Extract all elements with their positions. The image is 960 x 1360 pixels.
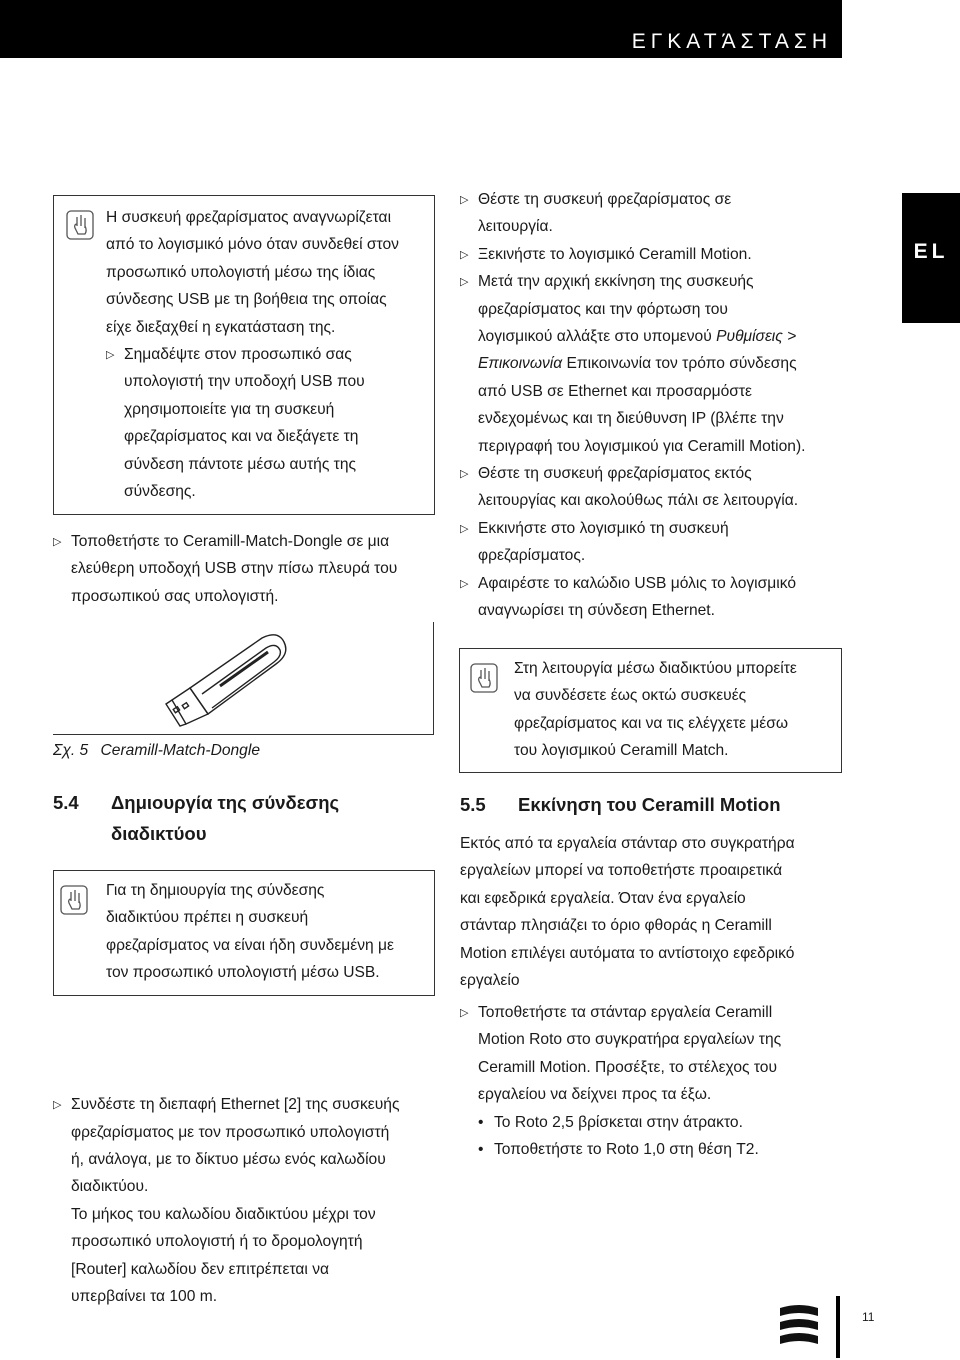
step-power-on <box>460 186 880 241</box>
step-text: λογισμικού αλλάξτε στο υπομενού <box>478 328 717 346</box>
step-line: ή, ανάλογα, με το δίκτυο μέσω ενός καλωδίου <box>71 1151 386 1169</box>
section-number: 5.4 <box>53 792 79 813</box>
note-step-line: υπολογιστή την υποδοχή USB που <box>124 373 365 391</box>
note-step-line: σύνδεση πάντοτε μέσω αυτής της <box>124 455 357 473</box>
step-line: φρεζαρίσματος με τον προσωπικό υπολογιστή <box>71 1123 390 1141</box>
step-line: Ξεκινήστε το λογισμικό Ceramill Motion. <box>478 245 752 263</box>
bullet-icon: • <box>478 1113 484 1131</box>
step-line: Αφαιρέστε το καλώδιο USB μόλις το λογισμικό <box>478 574 796 592</box>
bullet-item <box>478 1136 880 1163</box>
step-triangle-icon: ▷ <box>460 248 469 261</box>
tools-intro <box>460 830 880 994</box>
step-line: Τοποθετήστε τα στάνταρ εργαλεία Ceramill <box>478 1004 773 1021</box>
step-line: λειτουργίας και ακολούθως πάλι σε λειτουργία. <box>478 492 799 510</box>
step-triangle-icon: ▷ <box>460 1007 469 1019</box>
step-line: ελεύθερη υποδοχή USB στην πίσω πλευρά του <box>71 560 398 578</box>
step-triangle-icon: ▷ <box>53 1099 62 1112</box>
step-start-device-in-software <box>460 515 880 570</box>
step-triangle-icon: ▷ <box>460 468 469 481</box>
info-hand-icon <box>66 210 94 240</box>
tools-step-block <box>460 999 880 1163</box>
note-line: φρεζαρίσματος και να τις ελέγχετε μέσω <box>514 714 789 732</box>
note-line: του λογισμικού Ceramill Match. <box>514 742 729 760</box>
step-triangle-icon: ▷ <box>460 276 469 289</box>
note-line: φρεζαρίσματος να είναι ήδη συνδεμένη με <box>106 936 394 954</box>
header-bar <box>0 0 842 58</box>
section-title-line: Δημιουργία της σύνδεσης <box>111 792 340 813</box>
step-restart-device <box>460 460 880 515</box>
note-line: σύνδεσης USB με τη βοήθεια της οποίας <box>106 291 387 309</box>
section-title: Εκκίνηση του Ceramill Motion <box>518 794 781 815</box>
note-step-line: χρησιμοποιείτε για τη συσκευή <box>124 400 335 418</box>
step-line: προσωπικού σας υπολογιστή. <box>71 587 279 605</box>
page-number: 11 <box>862 1310 875 1324</box>
paragraph-line: Εκτός από τα εργαλεία στάνταρ στο συγκρατήρα <box>460 835 795 852</box>
step-line: ενδεχομένως και τη διεύθυνση IP (βλέπε την <box>478 410 784 428</box>
paragraph-line: εργαλείο <box>460 972 520 990</box>
step-line: εργαλείου να δείχνει προς τα έξω. <box>478 1086 712 1104</box>
section-number: 5.5 <box>460 794 486 815</box>
language-tab: EL <box>902 193 960 323</box>
step-line: Τοποθετήστε το Ceramill-Match-Dongle σε μια <box>71 533 390 550</box>
right-steps <box>460 186 880 625</box>
step-insert-dongle <box>53 528 461 610</box>
menu-path-communication: Επικοινωνία <box>478 355 563 373</box>
step-triangle-icon: ▷ <box>106 349 115 362</box>
info-note-usb <box>53 195 435 515</box>
info-hand-icon <box>470 663 498 693</box>
note-step <box>106 341 431 505</box>
usb-dongle-illustration <box>150 628 300 728</box>
step-triangle-icon: ▷ <box>460 522 469 535</box>
step-triangle-icon: ▷ <box>53 536 62 548</box>
paragraph-line: εργαλείων μπορεί να τοποθετήστε προαιρετικά <box>460 862 783 880</box>
step-line: λειτουργία. <box>478 218 553 236</box>
step-line: Θέστε τη συσκευή φρεζαρίσματος σε <box>478 191 732 208</box>
figure-text: Ceramill-Match-Dongle <box>100 742 260 759</box>
note-step-line: φρεζαρίσματος και να διεξάγετε τη <box>124 428 359 446</box>
step-line: Εκκινήστε στο λογισμικό τη συσκευή <box>478 519 729 537</box>
step-line <box>478 323 880 350</box>
step-triangle-icon: ▷ <box>460 577 469 590</box>
cable-note-line: Το μήκος του καλωδίου διαδικτύου μέχρι τον <box>71 1205 376 1223</box>
note-line: να συνδέσετε έως οκτώ συσκευές <box>514 687 747 705</box>
step-start-software <box>460 241 880 268</box>
note-line: Για τη δημιουργία της σύνδεσης <box>106 882 325 899</box>
figure-caption <box>53 742 260 760</box>
footer-divider <box>836 1296 840 1358</box>
menu-path-settings: Ρυθμίσεις > <box>716 328 797 346</box>
step-line: φρεζαρίσματος. <box>478 547 586 565</box>
note-line: προσωπικό υπολογιστή μέσω της ίδιας <box>106 263 376 281</box>
info-note-multi-device <box>459 648 842 773</box>
note-line: διαδικτύου πρέπει η συσκευή <box>106 909 309 927</box>
note-line: Στη λειτουργία μέσω διαδικτύου μπορείτε <box>514 660 797 677</box>
bullet-text: Τοποθετήστε το Roto 1,0 στη θέση T2. <box>494 1141 759 1159</box>
step-text: Επικοινωνία τον τρόπο σύνδεσης <box>562 355 797 373</box>
page-section-title: ΕΓΚΑΤΆΣΤΑΣΗ <box>631 30 832 53</box>
step-line: από USB σε Ethernet και προσαρμόστε <box>478 382 752 400</box>
note-line: Η συσκευή φρεζαρίσματος αναγνωρίζεται <box>106 209 392 226</box>
step-line: φρεζαρίσματος και την φόρτωση του <box>478 300 728 318</box>
step-line <box>478 350 880 377</box>
step-line: Θέστε τη συσκευή φρεζαρίσματος εκτός <box>478 465 752 483</box>
step-triangle-icon: ▷ <box>460 194 469 206</box>
note-line: τον προσωπικό υπολογιστή μέσω USB. <box>106 964 380 982</box>
note-line: είχε διεξαχθεί η εγκατάσταση της. <box>106 318 336 336</box>
figure-number: Σχ. 5 <box>53 742 89 759</box>
step-line: διαδικτύου. <box>71 1178 149 1196</box>
cable-note-line: προσωπικό υπολογιστή ή το δρομολογητή <box>71 1233 363 1251</box>
step-remove-usb <box>460 570 880 625</box>
step-change-connection <box>460 268 880 460</box>
cable-note-line: υπερβαίνει τα 100 m. <box>71 1288 218 1306</box>
note-step-line: Σημαδέψτε στον προσωπικό σας <box>124 346 352 364</box>
step-line: Συνδέστε τη διεπαφή Ethernet [2] της συσκευής <box>71 1096 400 1114</box>
paragraph-line: και εφεδρικά εργαλεία. Όταν ένα εργαλείο <box>460 889 746 907</box>
section-heading-5-5 <box>460 789 880 820</box>
step-line: αναγνωρίσει τη σύνδεση Ethernet. <box>478 602 715 620</box>
step-insert-tools <box>460 999 880 1163</box>
info-note-network <box>53 870 435 996</box>
bullet-item <box>478 1109 880 1136</box>
cable-note-line: [Router] καλωδίου δεν επιτρέπεται να <box>71 1260 330 1278</box>
paragraph-line: στάνταρ πλησιάζει το όριο φθοράς η Ceramill <box>460 917 772 935</box>
step-line: περιγραφή του λογισμικού για Ceramill Motion). <box>478 437 806 455</box>
info-hand-icon <box>60 885 88 915</box>
step-line: Motion Roto στο συγκρατήρα εργαλείων της <box>478 1031 782 1049</box>
step-line: Μετά την αρχική εκκίνηση της συσκευής <box>478 273 754 291</box>
brand-logo-icon <box>778 1302 820 1354</box>
section-heading-5-4 <box>53 787 433 849</box>
note-step-line: σύνδεσης. <box>124 483 196 501</box>
section-title-line: διαδικτύου <box>111 823 207 844</box>
step-connect-ethernet <box>53 1091 466 1310</box>
bullet-text: Το Roto 2,5 βρίσκεται στην άτρακτο. <box>494 1113 743 1131</box>
bullet-icon: • <box>478 1141 484 1159</box>
paragraph-line: Motion επιλέγει αυτόματα το αντίστοιχο εφεδρικό <box>460 944 795 962</box>
note-line: από το λογισμικό μόνο όταν συνδεθεί στον <box>106 236 399 254</box>
step-line: Ceramill Motion. Προσέξτε, το στέλεχος του <box>478 1058 777 1076</box>
